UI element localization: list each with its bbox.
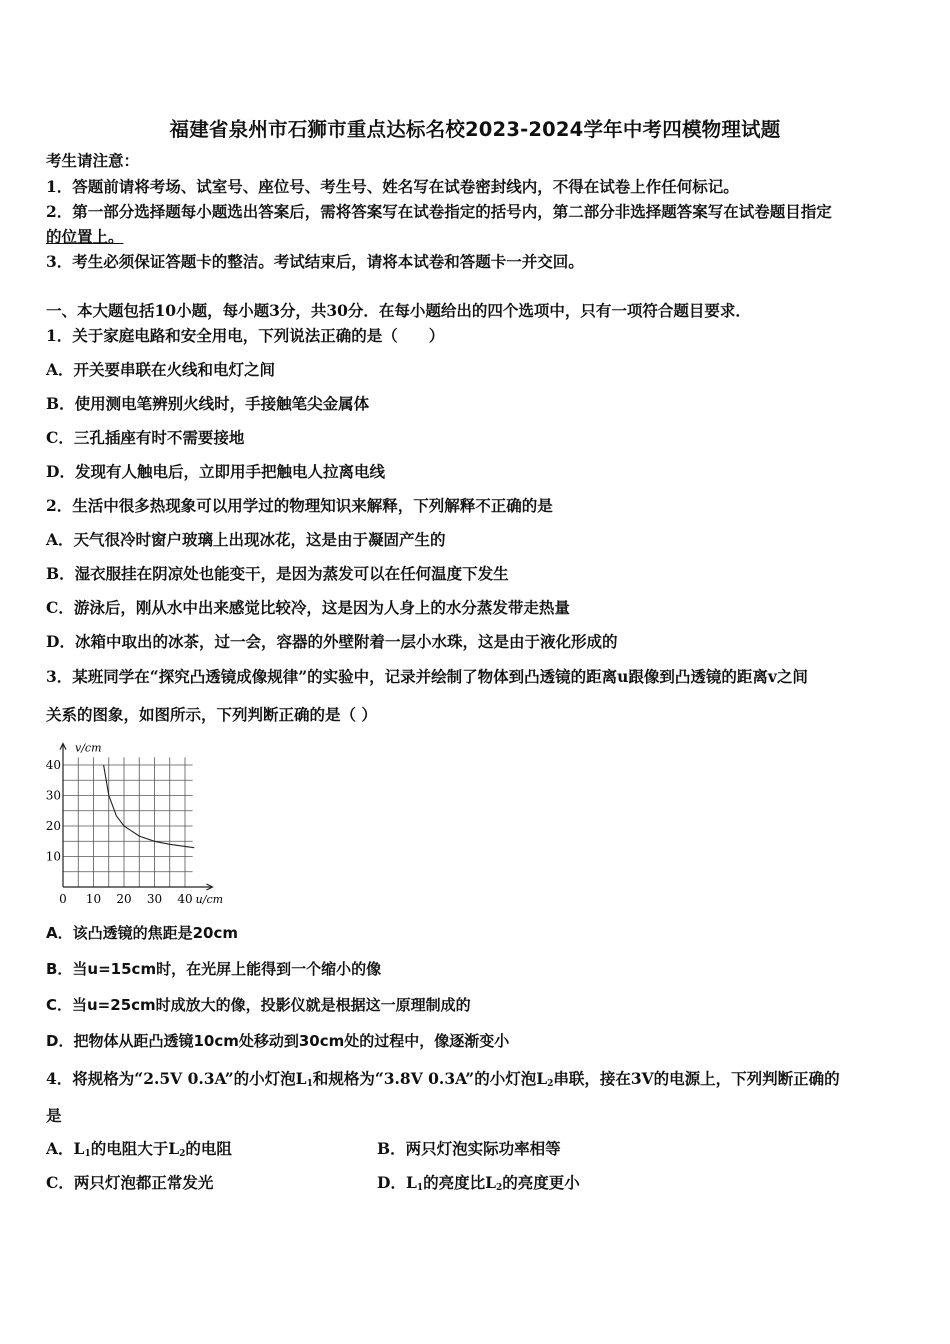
q3-option-a: A．该凸透镜的焦距是20cm (46, 924, 239, 942)
x-tick-label: 20 (116, 892, 132, 906)
q3-option-d: D．把物体从距凸透镜10cm处移动到30cm处的过程中，像逐渐变小 (46, 1032, 510, 1050)
x-tick-label: 30 (146, 892, 163, 906)
q2-option-c: C．游泳后，刚从水中出来感觉比较冷，这是因为人身上的水分蒸发带走热量 (46, 598, 570, 617)
chart-x-axis-label: u/cm (195, 893, 224, 906)
notice-item-2: 2．第一部分选择题每小题选出答案后，需将答案写在试卷指定的括号内，第二部分非选择题答案写在试卷题目指定 (46, 202, 832, 221)
x-tick-label: 40 (177, 892, 193, 906)
q2-option-b: B．湿衣服挂在阴凉处也能变干，是因为蒸发可以在任何温度下发生 (46, 564, 509, 583)
q4-stem-line2: 是 (46, 1106, 62, 1125)
q4-option-a: A．$L_1$的电阻大于$L_2$的电阻 (46, 1139, 232, 1159)
q4-option-b: B．两只灯泡实际功率相等 (377, 1139, 561, 1158)
q2-option-d: D．冰箱中取出的冰茶，过一会，容器的外壁附着一层小水珠，这是由于液化形成的 (46, 632, 618, 651)
q4-stem-line1: 4．将规格为“2.5V 0.3A”的小灯泡$L_1$和规格为“3.8V 0.3A”的小灯泡$L_2$串联，接在3V的电源上，下列判断正确的 (46, 1069, 840, 1089)
chart-grid (63, 757, 193, 887)
lens-image-distance-chart (40, 735, 240, 910)
chart-y-axis-label: v/cm (75, 741, 102, 755)
q2-option-a: A．天气很冷时窗户玻璃上出现冰花，这是由于凝固产生的 (46, 530, 446, 549)
section-heading: 一、本大题包括10小题，每小题3分，共30分．在每小题给出的四个选项中，只有一项符合题目要求． (46, 301, 751, 320)
notice-item-1: 1．答题前请将考场、试室号、座位号、考生号、姓名写在试卷密封线内，不得在试卷上作任何标记。 (46, 177, 739, 196)
notice-heading: 考生请注意： (46, 151, 140, 170)
q4-option-c: C．两只灯泡都正常发光 (46, 1173, 214, 1192)
q3-stem-line1: 3．某班同学在“探究凸透镜成像规律”的实验中，记录并绘制了物体到凸透镜的距离u跟像到凸透镜的距离v之间 (46, 667, 808, 686)
y-tick-label: 20 (45, 819, 61, 833)
q1-stem: 1．关于家庭电路和安全用电，下列说法正确的是（ ） (46, 326, 445, 345)
chart-axes (60, 741, 212, 890)
x-tick-label: 0 (59, 892, 67, 906)
q2-stem: 2．生活中很多热现象可以用学过的物理知识来解释，下列解释不正确的是 (46, 496, 553, 515)
chart-series-line (104, 765, 195, 848)
page-title: 福建省泉州市石狮市重点达标名校2023-2024学年中考四模物理试题 (169, 118, 781, 141)
q3-option-b: B．当u=15cm时，在光屏上能得到一个缩小的像 (46, 960, 382, 978)
q1-option-c: C．三孔插座有时不需要接地 (46, 428, 245, 447)
q1-option-a: A．开关要串联在火线和电灯之间 (46, 360, 276, 379)
q3-stem-line2: 关系的图象，如图所示，下列判断正确的是（ ） (46, 705, 377, 724)
q1-option-b: B．使用测电笔辨别火线时，手接触笔尖金属体 (46, 394, 370, 413)
q1-option-d: D．发现有人触电后，立即用手把触电人拉离电线 (46, 462, 385, 481)
y-tick-label: 40 (45, 758, 61, 772)
q4-option-d: D．$L_1$的亮度比$L_2$的亮度更小 (377, 1173, 580, 1193)
notice-item-2-cont: 的位置上。 (46, 227, 124, 246)
q3-option-c: C．当u=25cm时成放大的像，投影仪就是根据这一原理制成的 (46, 996, 471, 1014)
y-tick-label: 10 (45, 849, 61, 864)
y-tick-label: 30 (45, 788, 61, 803)
notice-item-3: 3．考生必须保证答题卡的整洁。考试结束后，请将本试卷和答题卡一并交回。 (46, 252, 584, 271)
x-tick-label: 10 (85, 892, 102, 906)
